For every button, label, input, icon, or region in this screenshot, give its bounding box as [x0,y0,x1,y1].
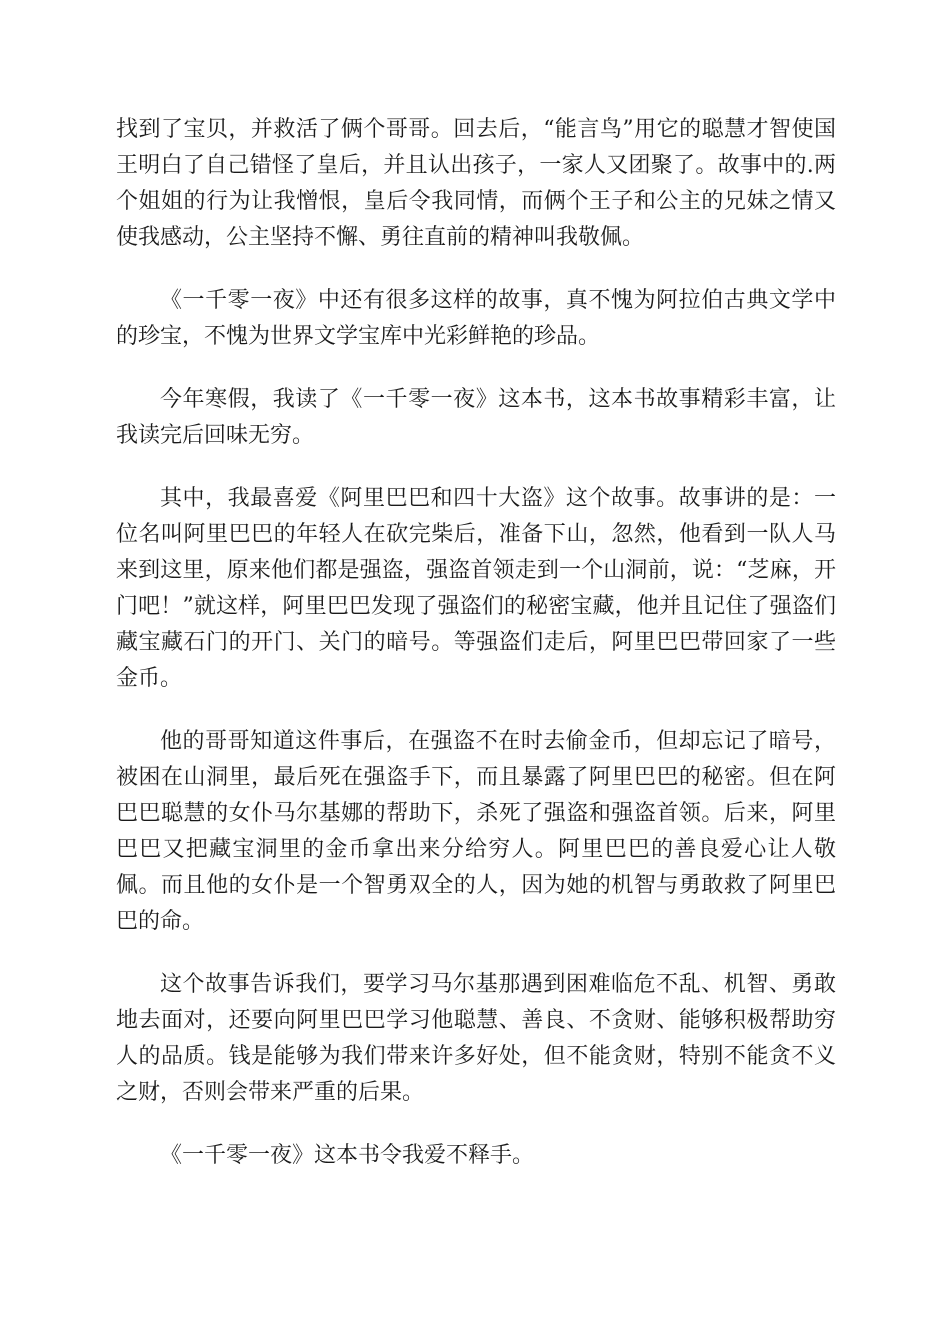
document-body [116,112,836,1201]
paragraph-2: 《一千零一夜》中还有很多这样的故事，真不愧为阿拉伯古典文学中的珍宝，不愧为世界文学宝库中光彩鲜艳的珍品。 [116,288,836,349]
paragraph-5: 他的哥哥知道这件事后，在强盗不在时去偷金币，但却忘记了暗号，被困在山洞里，最后死在强盗手下，而且暴露了阿里巴巴的秘密。但在阿巴巴聪慧的女仆马尔基娜的帮助下，杀死了强盗和强盗首领。后来，阿里巴巴又把藏宝洞里的金币拿出来分给穷人。阿里巴巴的善良爱心让人敬佩。而且他的女仆是一个智勇双全的人，因为她的机智与勇敢救了阿里巴巴的命。 [116,729,836,934]
paragraph-7: 《一千零一夜》这本书令我爱不释手。 [160,1143,535,1168]
paragraph-6: 这个故事告诉我们，要学习马尔基那遇到困难临危不乱、机智、勇敢地去面对，还要向阿里巴巴学习他聪慧、善良、不贪财、能够积极帮助穷人的品质。钱是能够为我们带来许多好处，但不能贪财，特别不能贪不义之财，否则会带来严重的后果。 [116,972,836,1105]
paragraph-3: 今年寒假，我读了《一千零一夜》这本书，这本书故事精彩丰富，让我读完后回味无穷。 [116,387,836,448]
paragraph-1: 找到了宝贝，并救活了俩个哥哥。回去后，“能言鸟”用它的聪慧才智使国王明白了自己错怪了皇后，并且认出孩子，一家人又团聚了。故事中的.两个姐姐的行为让我憎恨，皇后令我同情，而俩个王子和公主的兄妹之情又使我感动，公主坚持不懈、勇往直前的精神叫我敬佩。 [116,117,836,250]
paragraph-4: 其中，我最喜爱《阿里巴巴和四十大盗》这个故事。故事讲的是：一位名叫阿里巴巴的年轻人在砍完柴后，准备下山，忽然，他看到一队人马来到这里，原来他们都是强盗，强盗首领走到一个山洞前，说：“芝麻，开门吧！”就这样，阿里巴巴发现了强盗们的秘密宝藏，他并且记住了强盗们藏宝藏石门的开门、关门的暗号。等强盗们走后，阿里巴巴带回家了一些金币。 [116,486,836,691]
